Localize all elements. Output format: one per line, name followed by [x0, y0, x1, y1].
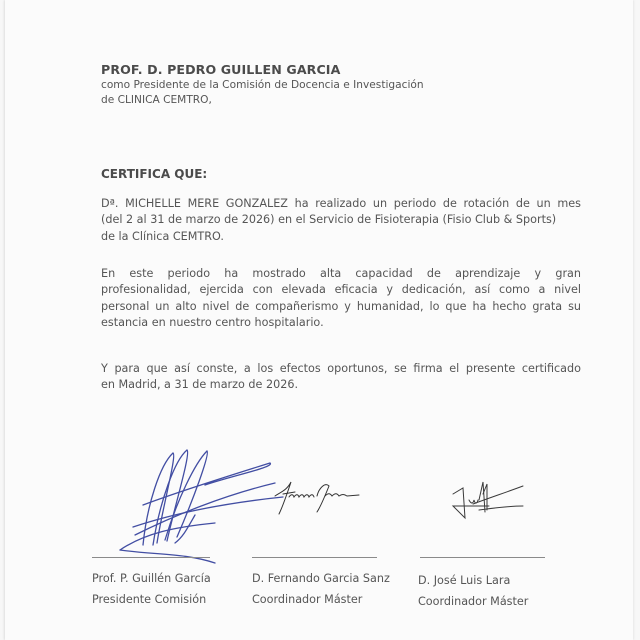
signatory-role: Presidente Comisión — [92, 593, 207, 606]
signatory-name: D. José Luis Lara — [418, 574, 511, 587]
signatory-role: Coordinador Máster — [252, 593, 363, 606]
signatory-fernando — [252, 568, 390, 610]
signature-jose-luis-icon — [449, 478, 529, 520]
paragraph-line: personal un alto nivel de compañerismo y humanidad, lo que ha hecho grata su — [101, 299, 581, 313]
issuer-name: PROF. D. PEDRO GUILLEN GARCIA — [101, 62, 341, 77]
signature-line — [92, 557, 210, 558]
paragraph-line: de la Clínica CEMTRO. — [101, 229, 224, 243]
paragraph-line: en Madrid, a 31 de marzo de 2026. — [101, 378, 298, 392]
signatory-name: Prof. P. Guillén García — [92, 572, 211, 585]
paragraph-line: estancia en nuestro centro hospitalario. — [101, 315, 324, 329]
certificate-page — [5, 0, 633, 640]
paragraph-closing — [101, 361, 581, 394]
paragraph-line: En este periodo ha mostrado alta capacidad de aprendizaje y gran — [101, 267, 581, 280]
paragraph-line: Dª. MICHELLE MERE GONZALEZ ha realizado un periodo de rotación de un mes — [101, 197, 581, 210]
signatory-jose-luis — [418, 570, 528, 612]
signatory-guillen — [92, 568, 211, 610]
issuer-role-line: como Presidente de la Comisión de Docencia e Investigación — [101, 79, 424, 91]
signature-fernando-icon — [273, 478, 363, 518]
paragraph-line: Y para que así conste, a los efectos oportunos, se firma el presente certificado — [101, 362, 581, 375]
signature-line — [252, 557, 377, 558]
paragraph-evaluation — [101, 266, 581, 331]
paragraph-line: (del 2 al 31 de marzo de 2026) en el Servicio de Fisioterapia (Fisio Club & Sports) — [101, 213, 557, 227]
signature-line — [420, 557, 545, 558]
certificate-heading: CERTIFICA QUE: — [101, 167, 208, 181]
signatory-role: Coordinador Máster — [418, 595, 529, 608]
signatory-name: D. Fernando Garcia Sanz — [252, 572, 390, 585]
paragraph-rotation — [101, 196, 581, 245]
paragraph-line: profesionalidad, ejercida con elevada eficacia y dedicación, así como a nivel — [101, 283, 581, 297]
issuer-institution-line: de CLINICA CEMTRO, — [101, 94, 212, 106]
signature-guillen-icon — [115, 445, 285, 560]
